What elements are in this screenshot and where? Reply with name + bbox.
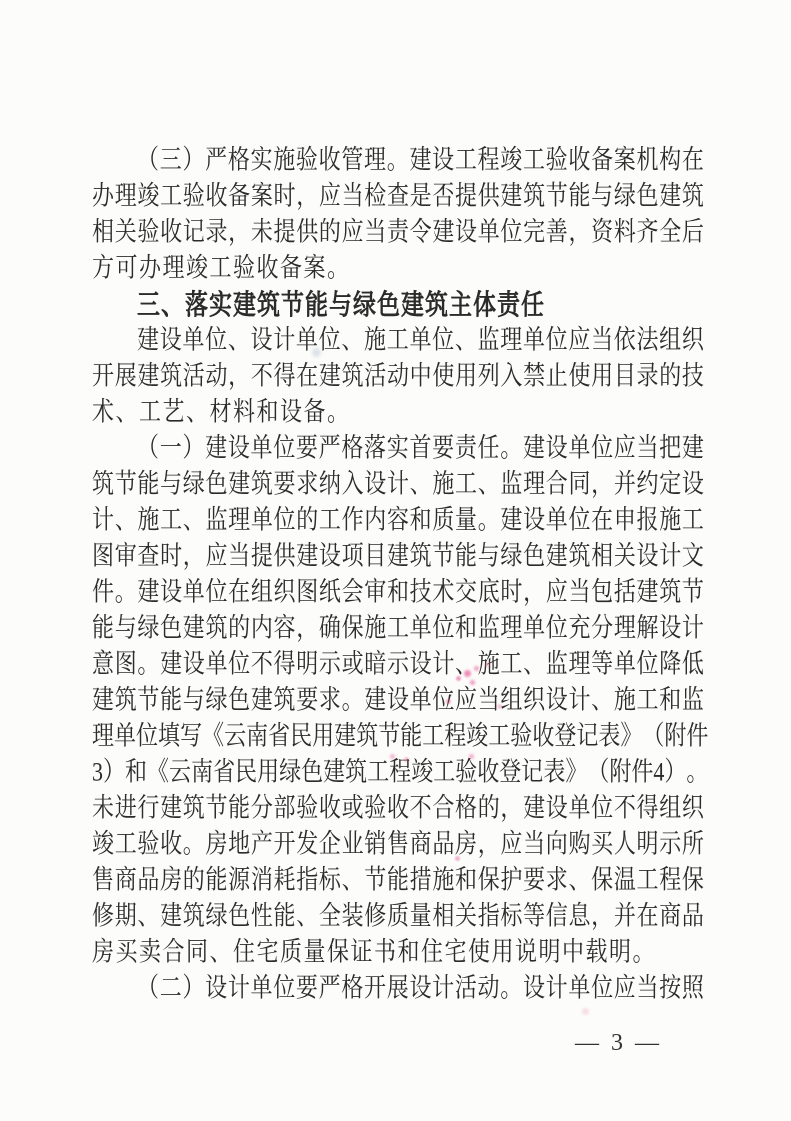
text-line: 筑 节 能 与 绿 色 建 筑 要 求 纳 入 设 计 、 施 工 、 监 理 合 同 ， 并 约 定 设 [92, 468, 704, 499]
text-line: 件 。 建 设 单 位 在 组 织 图 纸 会 审 和 技 术 交 底 时 ， 应 当 包 括 建 筑 节 [92, 576, 704, 607]
text-line: 修 期 、 建 筑 绿 色 性 能 、 全 装 修 质 量 相 关 指 标 等 信 息 ， 并 在 商 品 [92, 900, 704, 931]
text-line: 未 进 行 建 筑 节 能 分 部 验 收 或 验 收 不 合 格 的 ， 建 设 单 位 不 得 组 织 [92, 792, 704, 823]
text-line: 计 、 施 工 、 监 理 单 位 的 工 作 内 容 和 质 量 。 建 设 单 位 在 申 报 施 工 [92, 504, 704, 535]
text-line: 竣 工 验 收 。 房 地 产 开 发 企 业 销 售 商 品 房 ， 应 当 向 购 买 人 明 示 所 [92, 828, 704, 859]
text-line: 图 审 查 时 ， 应 当 提 供 建 设 项 目 建 筑 节 能 与 绿 色 建 筑 相 关 设 计 文 [92, 540, 704, 571]
text-line: （ 二 ） 设 计 单 位 要 严 格 开 展 设 计 活 动 。 设 计 单 位 应 当 按 照 [137, 972, 704, 1003]
text-line: 售 商 品 房 的 能 源 消 耗 指 标 、 节 能 措 施 和 保 护 要 求 、 保 温 工 程 保 [92, 864, 704, 895]
text-line: 相 关 验 收 记 录 ， 未 提 供 的 应 当 责 令 建 设 单 位 完 善 ， 资 料 齐 全 后 [92, 216, 704, 247]
scan-ink-speck-artifacts [0, 0, 3, 3]
text-line: 房买卖合同、住宅质量保证书和住宅使用说明中载明。 [92, 936, 657, 967]
text-line: 方可办理竣工验收备案。 [92, 252, 351, 283]
text-line: 建 设 单 位 、 设 计 单 位 、 施 工 单 位 、 监 理 单 位 应 当 依 法 组 织 [137, 324, 704, 355]
text-line: 3 ） 和 《 云 南 省 民 用 绿 色 建 筑 工 程 竣 工 验 收 登 记 表 》 （ 附 件 4 ） 。 [92, 756, 709, 787]
text-line: 办 理 竣 工 验 收 备 案 时 ， 应 当 检 查 是 否 提 供 建 筑 节 能 与 绿 色 建 筑 [92, 180, 704, 211]
page-number: — 3 — [575, 1030, 662, 1056]
text-line: 开 展 建 筑 活 动 ， 不 得 在 建 筑 活 动 中 使 用 列 入 禁 止 使 用 目 录 的 技 [92, 360, 704, 391]
text-line: 建 筑 节 能 与 绿 色 建 筑 要 求 。 建 设 单 位 应 当 组 织 设 计 、 施 工 和 监 [92, 684, 704, 715]
text-line: （ 一 ） 建 设 单 位 要 严 格 落 实 首 要 责 任 。 建 设 单 位 应 当 把 建 [137, 432, 704, 463]
text-line: 能 与 绿 色 建 筑 的 内 容 ， 确 保 施 工 单 位 和 监 理 单 位 充 分 理 解 设 计 [92, 612, 704, 643]
section-heading: 三、落实建筑节能与绿色建筑主体责任 [137, 288, 545, 320]
text-line: 理 单 位 填 写 《 云 南 省 民 用 建 筑 节 能 工 程 竣 工 验 收 登 记 表 》 （ 附 件 [92, 720, 709, 751]
text-line: 意 图 。 建 设 单 位 不 得 明 示 或 暗 示 设 计 、 施 工 、 监 理 等 单 位 降 低 [92, 648, 704, 679]
text-line: （ 三 ） 严 格 实 施 验 收 管 理 。 建 设 工 程 竣 工 验 收 备 案 机 构 在 [137, 144, 704, 175]
document-text [92, 142, 709, 1006]
text-line: 术、工艺、材料和设备。 [92, 396, 351, 427]
